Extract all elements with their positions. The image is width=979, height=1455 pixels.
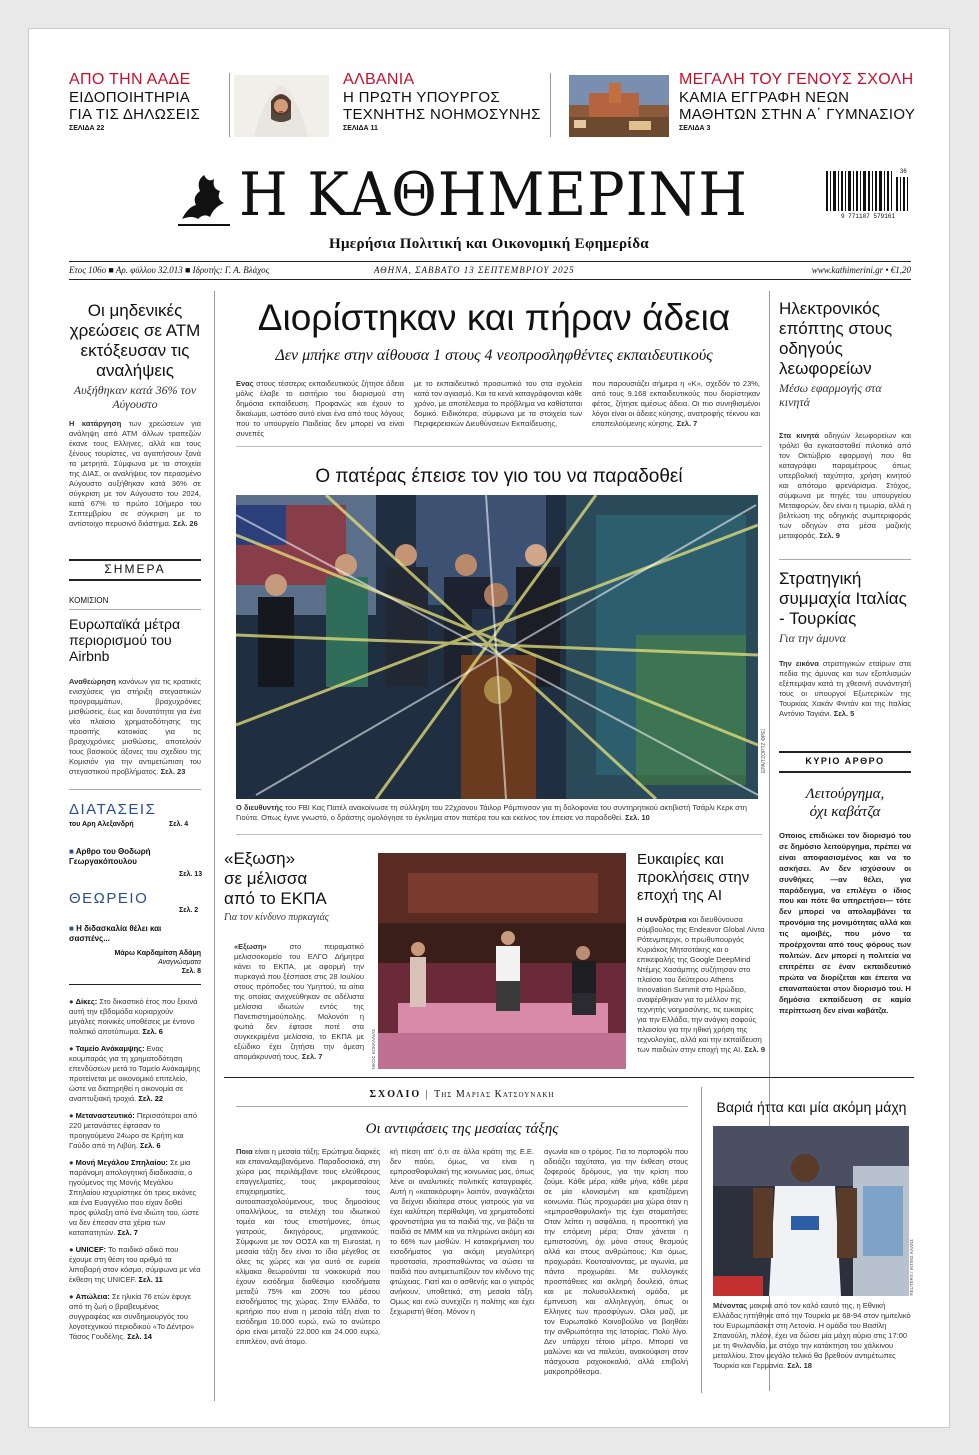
teaser-3-photo — [569, 75, 669, 137]
main-col2: με το εκπαιδευτικό προσωπικό του στα σχολεία κατά τον αγιασμό. Και τα κενά καταγράφονται κάθε χρόνο, με αποτέλεσμα το πρόβλημα να καθίσταται δομικό. Ειδικότερα, σύμφωνα με τα στοιχεία των Περιφερειακών Διευθύνσεων Εκπαίδευσης, — [414, 379, 582, 428]
summit-stage-photo-icon — [378, 853, 626, 1069]
brief-item[interactable]: ● Μονή Μεγάλου Σπηλαίου: Σε μια παράνομη απολογητική διαδικασία, ο ηγούμενος της Μονής Μεγάλου Σπηλαίου ισχυρίστηκε ότι τρεις εικόνες και ένα Ευαγγέλιο που είχαν δοθεί προς φύλαξη από ένα ιδιώτη του, ώστε να δεν έπεσαν στα χέρια των καταπατητών. Σελ. 7 — [69, 1158, 199, 1237]
editorial-body: Οποιος επιδιώκει τον διορισμό του σε δημόσιο λειτούργημα, πρέπει να είναι αποφασισμένος και να το ασκήσει. Αν δεν ισχύσουν οι συνθήκες —αν θέλει, για παράδειγμα, να επιλέγει ο ίδιος που και πότε θα υπηρετήσει— τότε δεν μπορεί να απολαμβάνει τα προνόμια της μονιμότητας αλλά και τις αμοιβές, που μόνο τα προέρχονται από τους φόρους των πολιτών. Δεν μπορεί η πολιτεία να επιτρέπει σε έναν εκπαιδευτικό πρώτα να διορίζεται και έπειτα να επαναπαύεται στον διορισμό του. Η δημόσια εκπαίδευση σε καμία περίπτωση δεν είναι καβάτζα. — [779, 831, 911, 1015]
opinion-teaser[interactable] — [69, 847, 189, 867]
brief-item[interactable]: ● Ταμείο Ανάκαμψης: Ενας κουμπαράς για τη χρηματοδότηση επενδύσεων μετά το Ταμείο Ανάκαμψης προτείνεται με οικονομικό επιτελείο, ώστε να διατηρηθεί η οικονομία σε αναπτυξιακή τροχιά. Σελ. 22 — [69, 1044, 201, 1103]
story-ref: Σελ. 5 — [833, 709, 855, 718]
right-story-italy-body — [779, 659, 911, 719]
brief-body: Περισσότεροι από 220 μετανάστες έφτασαν το προηγούμενο 24ωρο σε Κρήτη και Γαύδο από τη Λιβύη. — [69, 1111, 198, 1150]
bee-deck: Για τον κίνδυνο πυρκαγιάς — [224, 912, 329, 923]
teaser-title-line2: ΤΕΧΝΗΤΗΣ ΝΟΗΜΟΣΥΝΗΣ — [343, 106, 541, 123]
bee-body — [234, 942, 364, 1062]
opinion-ref: Σελ. 13 — [179, 871, 203, 878]
bullet-icon: ■ — [69, 847, 74, 856]
ai-title[interactable]: Ευκαιρίες και προκλήσεις στην εποχή της AI — [637, 851, 750, 904]
barcode-number: 9 771107 579161 — [840, 213, 895, 220]
story-lead: Αναθεώρηση — [69, 677, 116, 686]
press-conference-photo-icon — [236, 495, 758, 799]
masthead-rule — [69, 261, 911, 262]
bee-text: στο πειραματικό μελισσοκομείο του ΕΛΓΟ Δήμητρα κάνει το ΕΚΠΑ, με αφορμή την πυρκαγιά που ξέσπασε στις 28 Ιουλίου στους πρόποδες του Υμηττού, τα αίτια της οποίας ανιχνεύθηκαν σε αδέλιστα μελίσσια ιδιωτών εντός της Πανεπιστημιούπολης. Μολονότι η φωτιά δεν έφτασε ποτέ στα συγκεκριμένα μελίσσια, το ΕΚΠΑ με εξώδικο έχει ζητήσει την άμεση απομάκρυνσή τους. — [234, 942, 364, 1061]
story-body: κανόνων για τις κρατικές ενισχύσεις για στήριξη στεγαστικών προγραμμάτων, βραχυχρόνιες μισθώσεις, έως και δυνατότητα για ένα νέο πλαίσιο χρηματοδότησης της προσιτής κατοικίας για τις βραχυχρόνιες μισθώσεις, αποτελούν τους βασικούς άξονες του σχεδίου της Κομισιόν για την αντιμετώπιση του στεγαστικού προβλήματος. — [69, 677, 201, 776]
brief-body: Σε ηλικία 76 ετών έφυγε από τη ζωή ο βραβευμένος συγγραφέας και συνδημιουργός του λογοτεχνικού περιοδικού «Το Δέντρο» Τάσος Γουδέλης. — [69, 1292, 195, 1341]
rule — [69, 609, 201, 610]
teaser-title-line2: ΜΑΘΗΤΩΝ ΣΤΗΝ Α΄ ΓΥΜΝΑΣΙΟΥ — [679, 106, 916, 123]
teaser-1[interactable] — [69, 71, 229, 132]
ai-body — [637, 915, 765, 1055]
opinion-title: Αρθρο του Θοδωρή Γεωργακόπουλου — [69, 847, 151, 866]
brief-body: Το παιδικό αδικό που έχουμε στη θέση του αριθμό τα λιποβαρή στον κόσμο, σύμφωνα με νέα έκθεση της UNICEF. — [69, 1245, 201, 1284]
theoreio-author — [109, 949, 201, 976]
sport-photo — [713, 1126, 909, 1296]
main-headline[interactable]: Διορίστηκαν και πήραν άδεια — [257, 297, 731, 338]
main-col3-text: που παρουσιάζει σήμερα η «Κ», σχεδόν το 23%, από τους 9.168 εκπαιδευτικούς που διορίστηκαν φέτος, ζήτησε αμέσως άδεια. Οι πιο συνηθισμένοι λόγοι είναι οι άδειες κύησης, ανατροφής τέκνου και επαπειλούμενης κύησης. — [592, 379, 760, 428]
building-photo-icon — [569, 75, 669, 137]
column-col1 — [236, 1147, 380, 1347]
rule — [69, 789, 201, 790]
story-ref: Σελ. 9 — [819, 531, 840, 540]
story-deck: Μέσω εφαρμογής στα κινητά — [779, 381, 882, 409]
rule — [69, 579, 201, 581]
teaser-page: ΣΕΛΙΔΑ 3 — [679, 125, 711, 132]
newspaper-page — [28, 28, 950, 1428]
column-author: Της Μαριας Κατσουνακη — [434, 1089, 555, 1100]
barcode — [824, 169, 912, 223]
rule — [236, 446, 762, 447]
bee-title-line2: σε μέλισσα — [224, 869, 308, 888]
brief-ref: Σελ. 11 — [138, 1275, 163, 1284]
teaser-kicker: ΑΠΟ ΤΗΝ ΑΑΔΕ — [69, 71, 191, 88]
main-col3 — [592, 379, 760, 429]
divider — [550, 73, 551, 137]
rule — [69, 559, 201, 561]
story-body: οδηγών λεωφορείων και τρόλεϊ θα εγκατασταθεί πιλοτικά από τον Οκτώβριο εφαρμογή που θα καταγράφει παραμέτρους όπως υπερβολική ταχύτητα, χρήση κινητού και απότομο φρενάρισμα. Στόχος, σύμφωνα με πηγές του υπουργείου Μεταφορών, δεν είναι η τιμωρία, αλλά η βελτίωση της οδηγικής συμπεριφοράς των οδηγών στα μέσα μαζικής μεταφοράς. — [779, 431, 911, 540]
left-story-airbnb-body — [69, 677, 201, 777]
teaser-2-photo — [234, 75, 329, 137]
story-ref: Σελ. 26 — [173, 519, 198, 528]
brief-title: Μεταναστευτικό: — [75, 1111, 135, 1120]
caption-text: του FBI Κας Πατέλ ανακοίνωσε τη σύλληψη του 22χρονου Τάιλορ Ρόμπινσον για τη δολοφονία του συντηρητικού ακτιβιστή Τσάρλι Κερκ στη Γιούτα. Οπως έγινε γνωστό, ο δράστης ομολόγησε το έγκλημα στον πατέρα του και εκείνος τον έπεισε να παραδοθεί. — [236, 803, 747, 822]
story-ref: Σελ. 23 — [160, 767, 186, 776]
masthead-title[interactable]: Η ΚΑΘΗΜΕΡΙΝΗ — [239, 160, 748, 230]
brief-title: Μονή Μεγάλου Σπηλαίου: — [75, 1158, 168, 1167]
story-body: των χρεώσεων για ανάληψη από ΑΤΜ άλλων τραπεζών έκανε τους Ελληνες, αλλά και τους ξένους τουρίστες, να αγαπήσουν ξανά τα μετρητά. Σύμφωνα με τα στοιχεία της ΔΙΑΣ, οι αναλήψεις τον περασμένο Αύγουστο αυξήθηκαν κατά 36% σε σύγκριση με τον Αύγουστο του 2024, κατά 67% το πρώτο 10ήμερο του Σεπτεμβρίου σε σύγκριση με το αντίστοιχο περυσινό διάστημα. — [69, 419, 201, 528]
brief-ref: Σελ. 7 — [117, 1228, 138, 1237]
barcode-icon — [824, 169, 912, 215]
bee-ref: Σελ. 7 — [301, 1052, 323, 1061]
author-ref: Σελ. 8 — [181, 968, 201, 975]
editorial-title-line2: όχι καβάτζα — [809, 804, 881, 820]
brief-ref: Σελ. 22 — [138, 1094, 164, 1103]
editorial-title-line1: Λειτούργημα, — [805, 786, 885, 802]
brief-item[interactable]: ● Μεταναστευτικό: Περισσότεροι από 220 μετανάστες έφτασαν το προηγούμενο 24ωρο σε Κρήτη και Γαύδο από τη Λιβύη. Σελ. 6 — [69, 1111, 198, 1150]
summit-photo — [378, 853, 626, 1069]
right-story-italy[interactable] — [779, 569, 911, 645]
summit-photo-credit: ΝΙΚΟΣ ΚΟΚΚΑΛΙΑΣ — [371, 1029, 376, 1070]
story-title: Οι μηδενικές χρεώσεις σε ΑΤΜ εκτόξευσαν τις αναλήψεις — [69, 301, 201, 380]
main-photo — [236, 495, 758, 799]
sport-body — [713, 1301, 911, 1371]
teaser-2[interactable] — [343, 71, 543, 132]
brief-body: Ενας κουμπαράς για τη χρηματοδότηση επενδύσεων μετά το Ταμείο Ανάκαμψης προτείνεται με οικονομικό επιτελείο, ώστε να διατηρηθεί η οικονομία σε αναπτυξιακή τροχιά. — [69, 1044, 201, 1103]
brief-ref: Σελ. 6 — [140, 1141, 161, 1150]
ai-text: και διευθύνουσα σύμβουλος της Endeavor Global Λίντα Ρότενμπεργκ, ο πρωθυπουργός Κυριάκος Μητσοτάκης και ο επικεφαλής της Google DeepMind Ντέμης Χασάμπης συζήτησαν στο πλαίσιο του δεύτερου Athens Innovation Summit στο Ηρώδειο, αναφέρθηκαν για το μέλλον της τεχνητής νοημοσύνης, τις ευκαιρίες για την Ελλάδα, την ανάγκη σαφούς πλαισίου για την ηθική χρήση της τεχνολογίας, αλλά και την εκπαίδευση των παιδιών στην εποχή της AI. — [637, 915, 765, 1054]
brief-title: Δίκες: — [75, 997, 98, 1006]
photo-headline: Ο πατέρας έπεισε τον γιο του να παραδοθεί — [315, 466, 683, 487]
right-story-bus-body — [779, 431, 911, 541]
column-col1-text: είναι η μεσαία τάξη; Ερώτημα διαρκές και επαναλαμβανόμενο. Παραδοσιακά, στη χώρα μας περιλάμβανε τους ελεύθερους επαγγελματίες, τους μικρομεσαίους επιχειρηματίες, τους αυτοαπασχολούμενους, τους δημοσίους υπαλλήλους, τα στελέχη του ιδιωτικού τομέα και τους επιστήμονες, όπως γιατρούς, δικηγόρους, μηχανικούς. Σύμφωνα με τον ΟΟΣΑ και τη Eurostat, η μεσαία τάξη δεν είναι το ίδιο μέγεθος σε όλες τις χώρες και για αυτό σε ευρεία κλίμακα θεωρούνται τα νοικοκυριά που έχουν εισόδημα διαθέσιμο εισοδήματα μεταξύ 75% και 200% του μέσου εισοδήματος της χώρας. Στην Ελλάδα, το κριτήριο που είναι η μεσαία τάξη είναι το εισόδημα 10.000 ευρώ, ενώ το ανώτερο όριο είναι μεταξύ 22.000 και 24.000 ευρώ, επιπλέον, ανά άτομο. — [236, 1147, 381, 1346]
left-story-atm[interactable] — [69, 301, 201, 411]
left-story-airbnb-title[interactable]: Ευρωπαϊκά μέτρα περιορισμού του Airbnb — [69, 616, 181, 664]
issue-line: Ετος 106ο ■ Αρ. φύλλου 32.013 ■ Ιδρυτής: Γ. Α. Βλάχος — [69, 265, 270, 275]
main-col1 — [236, 379, 404, 439]
rule — [236, 834, 762, 835]
masthead-rule-bottom — [69, 279, 911, 280]
barcode-issue: 36 — [900, 169, 907, 175]
column-divider — [214, 291, 215, 1401]
left-story-atm-body — [69, 419, 201, 529]
brief-title: Ταμείο Ανάκαμψης: — [75, 1044, 145, 1053]
teaser-title-line1: ΚΑΜΙΑ ΕΓΓΡΑΦΗ ΝΕΩΝ — [679, 89, 850, 106]
diataseis-author: του Αρη Αλεξανδρή — [69, 821, 134, 828]
main-col1-text: στους τέσσερις εκπαιδευτικούς ζήτησε άδεια μόλις έλαβε το εισιτήριο του διορισμού στη δημόσια εκπαίδευση. Προφανώς και έχουν το δικαίωμα, ωστόσο αυτό είναι ένα από τους λόγους που το υπουργείο Παιδείας δεν μπορεί να είναι συνεπές — [236, 379, 404, 438]
author-name: Μάρω Καρδαμίτση Αδάμη — [114, 950, 201, 957]
teaser-page: ΣΕΛΙΔΑ 11 — [343, 125, 378, 132]
rule — [224, 1077, 914, 1078]
divider — [229, 73, 230, 137]
main-deck: Δεν μπήκε στην αίθουσα 1 στους 4 νεοπροσληφθέντες εκπαιδευτικούς — [275, 347, 713, 364]
rule — [779, 771, 911, 773]
teaser-kicker: ΑΛΒΑΝΙΑ — [343, 71, 415, 88]
brief-item[interactable]: ● UNICEF: Το παιδικό αδικό που έχουμε στη θέση του αριθμό τα λιποβαρή στον κόσμο, σύμφωνα με νέα έκθεση της UNICEF. Σελ. 11 — [69, 1245, 201, 1284]
rule — [779, 751, 911, 753]
teaser-title-line2: ΓΙΑ ΤΙΣ ΔΗΛΩΣΕΙΣ — [69, 106, 201, 123]
ai-ref: Σελ. 9 — [744, 1045, 765, 1054]
basketball-player-photo-icon — [713, 1126, 909, 1296]
kicker-komision: ΚΟΜΙΣΙΟΝ — [69, 596, 109, 605]
column-divider — [701, 1087, 702, 1393]
story-deck: Για την άμυνα — [779, 631, 846, 645]
rule — [69, 984, 201, 985]
photo-caption — [236, 803, 758, 823]
theoreio-label: ΘΕΩΡΕΙΟ — [69, 890, 149, 907]
sport-photo-credit: REUTERS / ΙΝΤΙΜΣ ΚΑΛΝΣ — [909, 1239, 914, 1296]
site-price[interactable]: www.kathimerini.gr • €1,20 — [811, 265, 911, 275]
teaser-page: ΣΕΛΙΔΑ 22 — [69, 125, 105, 132]
sport-lead: Μένοντας — [713, 1301, 748, 1310]
sport-ref: Σελ. 18 — [787, 1361, 812, 1370]
brief-item[interactable]: ● Δίκες: Στο δικαστικό έτος που ξεκινά αυτή την εβδομάδα κυριαρχούν μεγάλες ποινικές υποθέσεις με έντονο πολιτικό αποτύπωμα. Σελ. 6 — [69, 997, 198, 1036]
rule — [236, 1106, 688, 1107]
ai-lead: Η συνδρύτρια — [637, 915, 687, 924]
brief-list — [69, 997, 201, 1342]
column-col2: κή πίεση απ' ό,τι σε άλλα κράτη της Ε.Ε. δεν παύει, όμως, να είναι η εμπροσθοφυλακή της κοινωνίας μας, όπως λένε οι αναλυτικές πολιτικές καταγραφές. Αυτή η «κατακόρυφη» λοιπόν, αναγκάζεται να δείχνει ιδιαίτερα στους γιατρούς για να έχει καλύτερη περίθαλψη, να χρηματοδοτεί φροντιστήρια για τα παιδιά της, να βάζει τα παιδιά σε ΜΜΜ και να πληρώνει ακόμη και το 66% των μισθών. Η κατακρήμνιση του εισοδήματος για ακόμη μεγαλύτερη προστασία, προσπαθώντας να σώσει τα παιδιά που αντιμετωπίζουν τον κίνδυνο της φτώχειας. Γιατί και ο ασθενής και ο γιατρός ανήκουν, υποθετικά, στη μεσαία τάξη. Ομως και ενώ συνεχίζει η πολίτης και έχει ξεχωριστή θέση. Μόνον η — [390, 1147, 534, 1316]
bee-lead: «Εξωση» — [234, 942, 267, 951]
griffin-logo — [174, 169, 234, 229]
story-title: Ηλεκτρονικός επόπτης στους οδηγούς λεωφορείων — [779, 299, 893, 378]
photo-credit: EPA/ΤΖΟΡΤΖ ΦΡΕΪ — [761, 729, 767, 773]
column-title[interactable]: Οι αντιφάσεις της μεσαίας τάξης — [365, 1121, 559, 1137]
teaser-title-line1: ΕΙΔΟΠΟΙΗΤΗΡΙΑ — [69, 89, 191, 106]
column-col3: αγωνία και ο τρόμος. Για το πορτοφόλι που αδειάζει ταχύτατα, για την έκθεση στους ζοφερούς δρόμους, για την κρίση που ζούμε. Κάθε μέρα, κάθε μήνα, κάθε μέρα σε μία κλονισμένη και κρατιζόμενη κοινωνία. Πώς προχωράει μια χώρα όταν η «εμπροσθοφυλακή» της έχει σταματήσει; Οταν λείπει η ασφάλεια, η προοπτική για την επόμενη μέρα; Οταν χάνεται η εμπιστοσύνη, όχι μόνο στους θεσμούς αλλά και στους ανθρώπους; Και όμως, προχωράει. Κουτσαίνοντας, με αγωνία, μα πάντα προχωράει. Με συλλογικές προσπάθειες και ακληρή δουλειά, όπως και με πολυσυλλεκτική ομάδα, με έμπνευση και αλληλεγγύη, όπως οι Ελληνες των προσφύγων. Ολοι μαζί, με τον Ευρωπαϊκό Κοινοβούλιο να βοηθάει την ανθρωπότητα της Ιστορίας. Πολύ λίγο. Δεν υπάρχει τέτοιο μέτρο. Μπορεί να μαλώνει και να παλεύει, ανακούφιση στον πάσχουσα ραχοκοκαλιά, αλλά επιβολή μακροπρόθεσμα. — [544, 1147, 688, 1376]
story-lead: Στα κινητά — [779, 431, 820, 440]
column-separator: | — [425, 1089, 430, 1100]
theoreio-ref: Σελ. 2 — [179, 907, 199, 914]
masthead-subtitle: Ημερήσια Πολιτική και Οικονομική Εφημερίδα — [329, 236, 649, 252]
column-header — [236, 1089, 688, 1100]
brief-ref: Σελ. 14 — [127, 1332, 152, 1341]
story-lead: Η κατάργηση — [69, 419, 122, 428]
editorial-title[interactable] — [779, 785, 911, 821]
brief-body: Σε μια παράνομη απολογητική διαδικασία, ο ηγούμενος της Μονής Μεγάλου Σπηλαίου ισχυρίστηκε ότι τρεις εικόνες και ένα Ευαγγέλιο που είχαν δοθεί προς φύλαξη από ένα ιδιώτη του, ώστε να δεν έπεσαν στα χέρια των καταπατητών. — [69, 1158, 199, 1237]
main-col3-ref: Σελ. 7 — [676, 419, 698, 428]
sport-title[interactable]: Βαριά ήττα και μία ακόμη μάχη — [716, 1099, 907, 1115]
sport-text: μακριά από τον καλό εαυτό της, η Εθνική Ελλάδας ηττήθηκε από την Τουρκία με 68-94 στον ημιτελικό του Ευρωμπάσκετ στη Λετονία. Η ομάδα του Βασίλη Σπανούλη, πλέον, έχει να δώσει μία μάχη αύριο στις 17:00 με τη Φινλανδία, με στόχο την κατάκτηση του χάλκινου μεταλλίου. Στον μεγάλο τελικό θα βρεθούν αντιμέτωπες Τουρκία και Γερμανία. — [713, 1301, 911, 1370]
brief-ref: Σελ. 6 — [142, 1027, 163, 1036]
teaser-kicker: ΜΕΓΑΛΗ ΤΟΥ ΓΕΝΟΥΣ ΣΧΟΛΗ — [679, 71, 914, 88]
story-deck: Αυξήθηκαν κατά 36% τον Αύγουστο — [73, 383, 197, 411]
teaser-title-line1: Η ΠΡΩΤΗ ΥΠΟΥΡΓΟΣ — [343, 89, 500, 106]
column-lead: Ποια — [236, 1147, 253, 1156]
right-story-bus[interactable] — [779, 299, 911, 409]
bee-title-line1: «Εξωση» — [224, 849, 296, 868]
theoreio-title: Η διδασκαλία θέλει και σασπένς... — [69, 924, 162, 943]
brief-title: UNICEF: — [75, 1245, 107, 1254]
diataseis-ref: Σελ. 4 — [169, 821, 189, 828]
rule — [779, 559, 911, 560]
brief-body: Στο δικαστικό έτος που ξεκινά αυτή την εβδομάδα κυριαρχούν μεγάλες ποινικές υποθέσεις με έντονο πολιτικό αποτύπωμα. — [69, 997, 198, 1036]
brief-title: Απώλεια: — [75, 1292, 110, 1301]
theoreio-teaser[interactable] — [69, 924, 194, 944]
column-label: ΣΧΟΛΙΟ — [369, 1089, 422, 1100]
woman-portrait-icon — [234, 75, 329, 137]
author-tag: Αναγνώσματα — [157, 959, 201, 966]
date-line: ΑΘΗΝΑ, ΣΑΒΒΑΤΟ 13 ΣΕΠΤΕΜΒΡΙΟΥ 2025 — [374, 265, 575, 275]
main-lead: Ενας — [236, 379, 254, 388]
story-title: Στρατηγική συμμαχία Ιταλίας - Τουρκίας — [779, 569, 907, 628]
bee-title-line3: από το ΕΚΠΑ — [224, 889, 327, 908]
story-lead: Την εικόνα — [779, 659, 819, 668]
story-body: στρατηγικών εταίρων στα πεδία της άμυνας και των εξοπλισμών εξέπεμψαν κατά τη χθεσινή συνάντησή τους οι υπουργοί Εξωτερικών της Τουρκίας Χακάν Φιντάν και της Ιταλίας Αντόνιο Ταγιάνι. — [779, 659, 911, 718]
bullet-icon: ■ — [69, 924, 74, 933]
brief-item[interactable]: ● Απώλεια: Σε ηλικία 76 ετών έφυγε από τη ζωή ο βραβευμένος συγγραφέας και συνδημιουργός του λογοτεχνικού περιοδικού «Το Δέντρο» Τάσος Γουδέλης. Σελ. 14 — [69, 1292, 195, 1341]
teaser-3[interactable] — [679, 71, 919, 132]
caption-lead: Ο διευθυντής — [236, 803, 283, 812]
diataseis-label: ΔΙΑΤΑΣΕΙΣ — [69, 801, 157, 818]
bee-story[interactable] — [224, 849, 364, 925]
today-label: ΣΗΜΕΡΑ — [104, 562, 166, 576]
griffin-icon — [174, 169, 234, 227]
caption-ref: Σελ. 10 — [625, 813, 650, 822]
editorial-label: ΚΥΡΙΟ ΑΡΘΡΟ — [805, 756, 885, 766]
